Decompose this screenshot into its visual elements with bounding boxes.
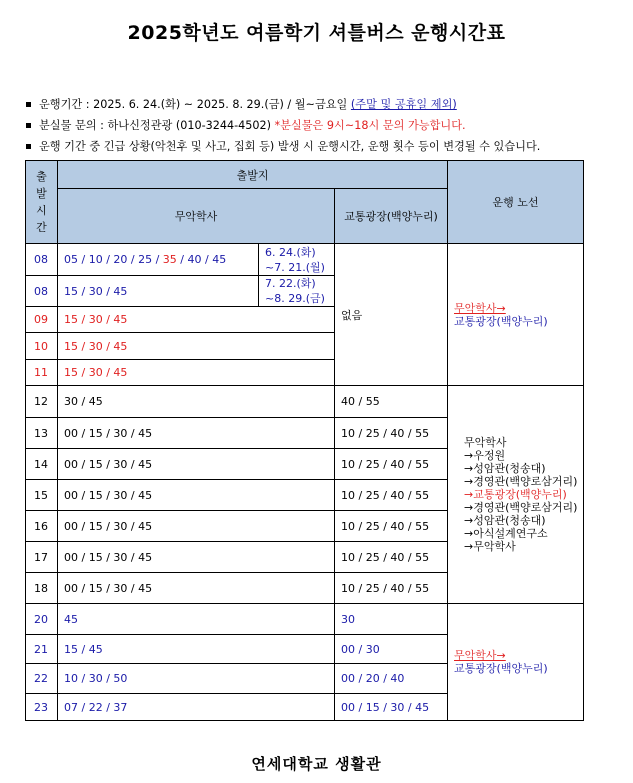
times-text: 45 bbox=[64, 612, 78, 626]
bullet-icon bbox=[26, 144, 31, 149]
table-row bbox=[26, 604, 584, 635]
period-exception-link[interactable]: (주말 및 공휴일 제외) bbox=[350, 98, 457, 111]
transit-times-cell: 00 / 20 / 40 bbox=[335, 664, 448, 694]
date-range-cell bbox=[259, 276, 335, 307]
times-text: 15 / 30 / 45 bbox=[64, 284, 128, 298]
times-text: / 40 / 45 bbox=[176, 253, 227, 266]
route-destination: 교통광장(백양누리) bbox=[454, 314, 548, 328]
route-daytime-cell bbox=[448, 386, 584, 604]
times-text: 00 / 15 / 30 / 45 bbox=[64, 550, 153, 564]
transit-times-cell: 40 / 55 bbox=[335, 386, 448, 418]
hour-cell: 16 bbox=[26, 511, 58, 542]
muak-times-cell bbox=[58, 604, 335, 635]
hour-cell: 21 bbox=[26, 635, 58, 664]
transit-times-cell: 00 / 30 bbox=[335, 635, 448, 664]
table-row bbox=[26, 244, 584, 276]
hour-cell: 17 bbox=[26, 542, 58, 573]
route-origin-label: 무악학사→ bbox=[454, 649, 506, 662]
notice-lost bbox=[26, 115, 626, 136]
muak-times-cell bbox=[58, 511, 335, 542]
times-text: 15 / 30 / 45 bbox=[64, 366, 128, 379]
route-stop-highlight: →교통광장(백양누리) bbox=[464, 488, 567, 501]
muak-times-cell bbox=[58, 694, 335, 721]
muak-times-cell bbox=[58, 635, 335, 664]
route-origin bbox=[454, 302, 577, 315]
route-stop: →아식설계연구소 bbox=[464, 527, 548, 540]
muak-times-cell bbox=[58, 360, 335, 386]
route-destination: 교통광장(백양누리) bbox=[454, 662, 548, 675]
muak-times-cell bbox=[58, 573, 335, 604]
times-text: 05 / 10 / 20 / 25 / bbox=[64, 253, 163, 266]
route-origin bbox=[454, 649, 577, 662]
hour-cell: 12 bbox=[26, 386, 58, 418]
times-text: 15 / 30 / 45 bbox=[64, 313, 128, 326]
times-text: 30 / 45 bbox=[64, 395, 103, 408]
table-row bbox=[26, 386, 584, 418]
hour-cell: 08 bbox=[26, 244, 58, 276]
transit-times-cell: 10 / 25 / 40 / 55 bbox=[335, 573, 448, 604]
transit-times-cell: 10 / 25 / 40 / 55 bbox=[335, 542, 448, 573]
route-stop: →성암관(청송대) bbox=[464, 514, 546, 527]
muak-times-cell bbox=[58, 418, 335, 449]
route-stop: →경영관(백양로삼거리) bbox=[464, 475, 578, 488]
times-text: 15 / 45 bbox=[64, 642, 103, 656]
muak-times-cell bbox=[58, 244, 259, 276]
notice-period bbox=[26, 94, 626, 115]
bullet-icon bbox=[26, 123, 31, 128]
header-origin: 출발지 bbox=[58, 161, 448, 189]
hour-cell: 09 bbox=[26, 307, 58, 333]
header-route: 운행 노선 bbox=[448, 161, 584, 244]
transit-times-cell: 10 / 25 / 40 / 55 bbox=[335, 449, 448, 480]
muak-times-cell bbox=[58, 276, 259, 307]
notice-emergency bbox=[26, 136, 626, 157]
date-range-line: 6. 24.(화) bbox=[265, 245, 316, 259]
route-stop: →무악학사 bbox=[464, 540, 516, 553]
header-transit: 교통광장(백양누리) bbox=[335, 189, 448, 244]
times-text: 00 / 15 / 30 / 45 bbox=[64, 581, 153, 595]
header-hour-char: 출 bbox=[36, 170, 47, 183]
times-text: 07 / 22 / 37 bbox=[64, 700, 128, 714]
route-stop-list bbox=[454, 436, 577, 553]
transit-times-cell: 30 bbox=[335, 604, 448, 635]
hour-cell: 14 bbox=[26, 449, 58, 480]
bullet-icon bbox=[26, 102, 31, 107]
hour-cell: 15 bbox=[26, 480, 58, 511]
times-text: 10 / 30 / 50 bbox=[64, 672, 128, 685]
date-range-line: ~7. 21.(월) bbox=[265, 260, 325, 274]
times-text: 00 / 15 / 30 / 45 bbox=[64, 457, 153, 471]
muak-times-cell bbox=[58, 664, 335, 694]
header-hour-char: 발 bbox=[36, 187, 47, 200]
route-stop: →경영관(백양로삼거리) bbox=[464, 501, 578, 514]
header-muak: 무악학사 bbox=[58, 189, 335, 244]
hour-cell: 23 bbox=[26, 694, 58, 721]
header-hour bbox=[26, 161, 58, 244]
lost-hours-note: *분실물은 9시~18시 문의 가능합니다. bbox=[274, 119, 466, 132]
transit-times-cell: 10 / 25 / 40 / 55 bbox=[335, 480, 448, 511]
transit-none-cell: 없음 bbox=[335, 244, 448, 386]
muak-times-cell bbox=[58, 307, 335, 333]
transit-times-cell: 10 / 25 / 40 / 55 bbox=[335, 511, 448, 542]
route-origin-label: 무악학사→ bbox=[454, 301, 506, 315]
date-range-line: ~8. 29.(금) bbox=[265, 292, 325, 305]
transit-times-cell: 10 / 25 / 40 / 55 bbox=[335, 418, 448, 449]
times-text: 00 / 15 / 30 / 45 bbox=[64, 426, 153, 440]
muak-times-cell bbox=[58, 480, 335, 511]
muak-times-cell bbox=[58, 333, 335, 360]
footer-org: 연세대학교 생활관 bbox=[251, 755, 382, 773]
times-text: 00 / 15 / 30 / 45 bbox=[64, 519, 153, 533]
header-hour-char: 시 bbox=[36, 204, 47, 217]
times-text: 15 / 30 / 45 bbox=[64, 339, 128, 353]
date-range-cell bbox=[259, 244, 335, 276]
lost-text: 분실물 문의 : 하나신정관광 (010-3244-4502) bbox=[39, 119, 275, 132]
times-text: 00 / 15 / 30 / 45 bbox=[64, 488, 153, 502]
transit-times-cell: 00 / 15 / 30 / 45 bbox=[335, 694, 448, 721]
date-range-line: 7. 22.(화) bbox=[265, 277, 316, 290]
hour-cell: 22 bbox=[26, 664, 58, 694]
muak-times-cell bbox=[58, 449, 335, 480]
emergency-text: 운행 기간 중 긴급 상황(악천후 및 사고, 집회 등) 발생 시 운행시간, 운행 횟수 등이 변경될 수 있습니다. bbox=[39, 140, 541, 153]
header-hour-char: 간 bbox=[36, 221, 47, 234]
muak-times-cell bbox=[58, 542, 335, 573]
muak-times-cell bbox=[58, 386, 335, 418]
hour-cell: 20 bbox=[26, 604, 58, 635]
times-highlight: 35 bbox=[162, 253, 177, 266]
page-title: 2025학년도 여름학기 셔틀버스 운행시간표 bbox=[127, 22, 506, 44]
hour-cell: 13 bbox=[26, 418, 58, 449]
route-stop: 무악학사 bbox=[464, 436, 507, 449]
hour-cell: 18 bbox=[26, 573, 58, 604]
notice-list bbox=[26, 94, 626, 157]
route-stop: →성암관(청송대) bbox=[464, 462, 546, 475]
route-night-cell bbox=[448, 604, 584, 721]
hour-cell: 08 bbox=[26, 276, 58, 307]
hour-cell: 11 bbox=[26, 360, 58, 386]
timetable bbox=[25, 160, 584, 721]
route-stop: →우정원 bbox=[464, 449, 506, 462]
route-morning-cell bbox=[448, 244, 584, 386]
period-text: 운행기간 : 2025. 6. 24.(화) ~ 2025. 8. 29.(금) / 월~금요일 bbox=[39, 98, 351, 111]
hour-cell: 10 bbox=[26, 333, 58, 360]
